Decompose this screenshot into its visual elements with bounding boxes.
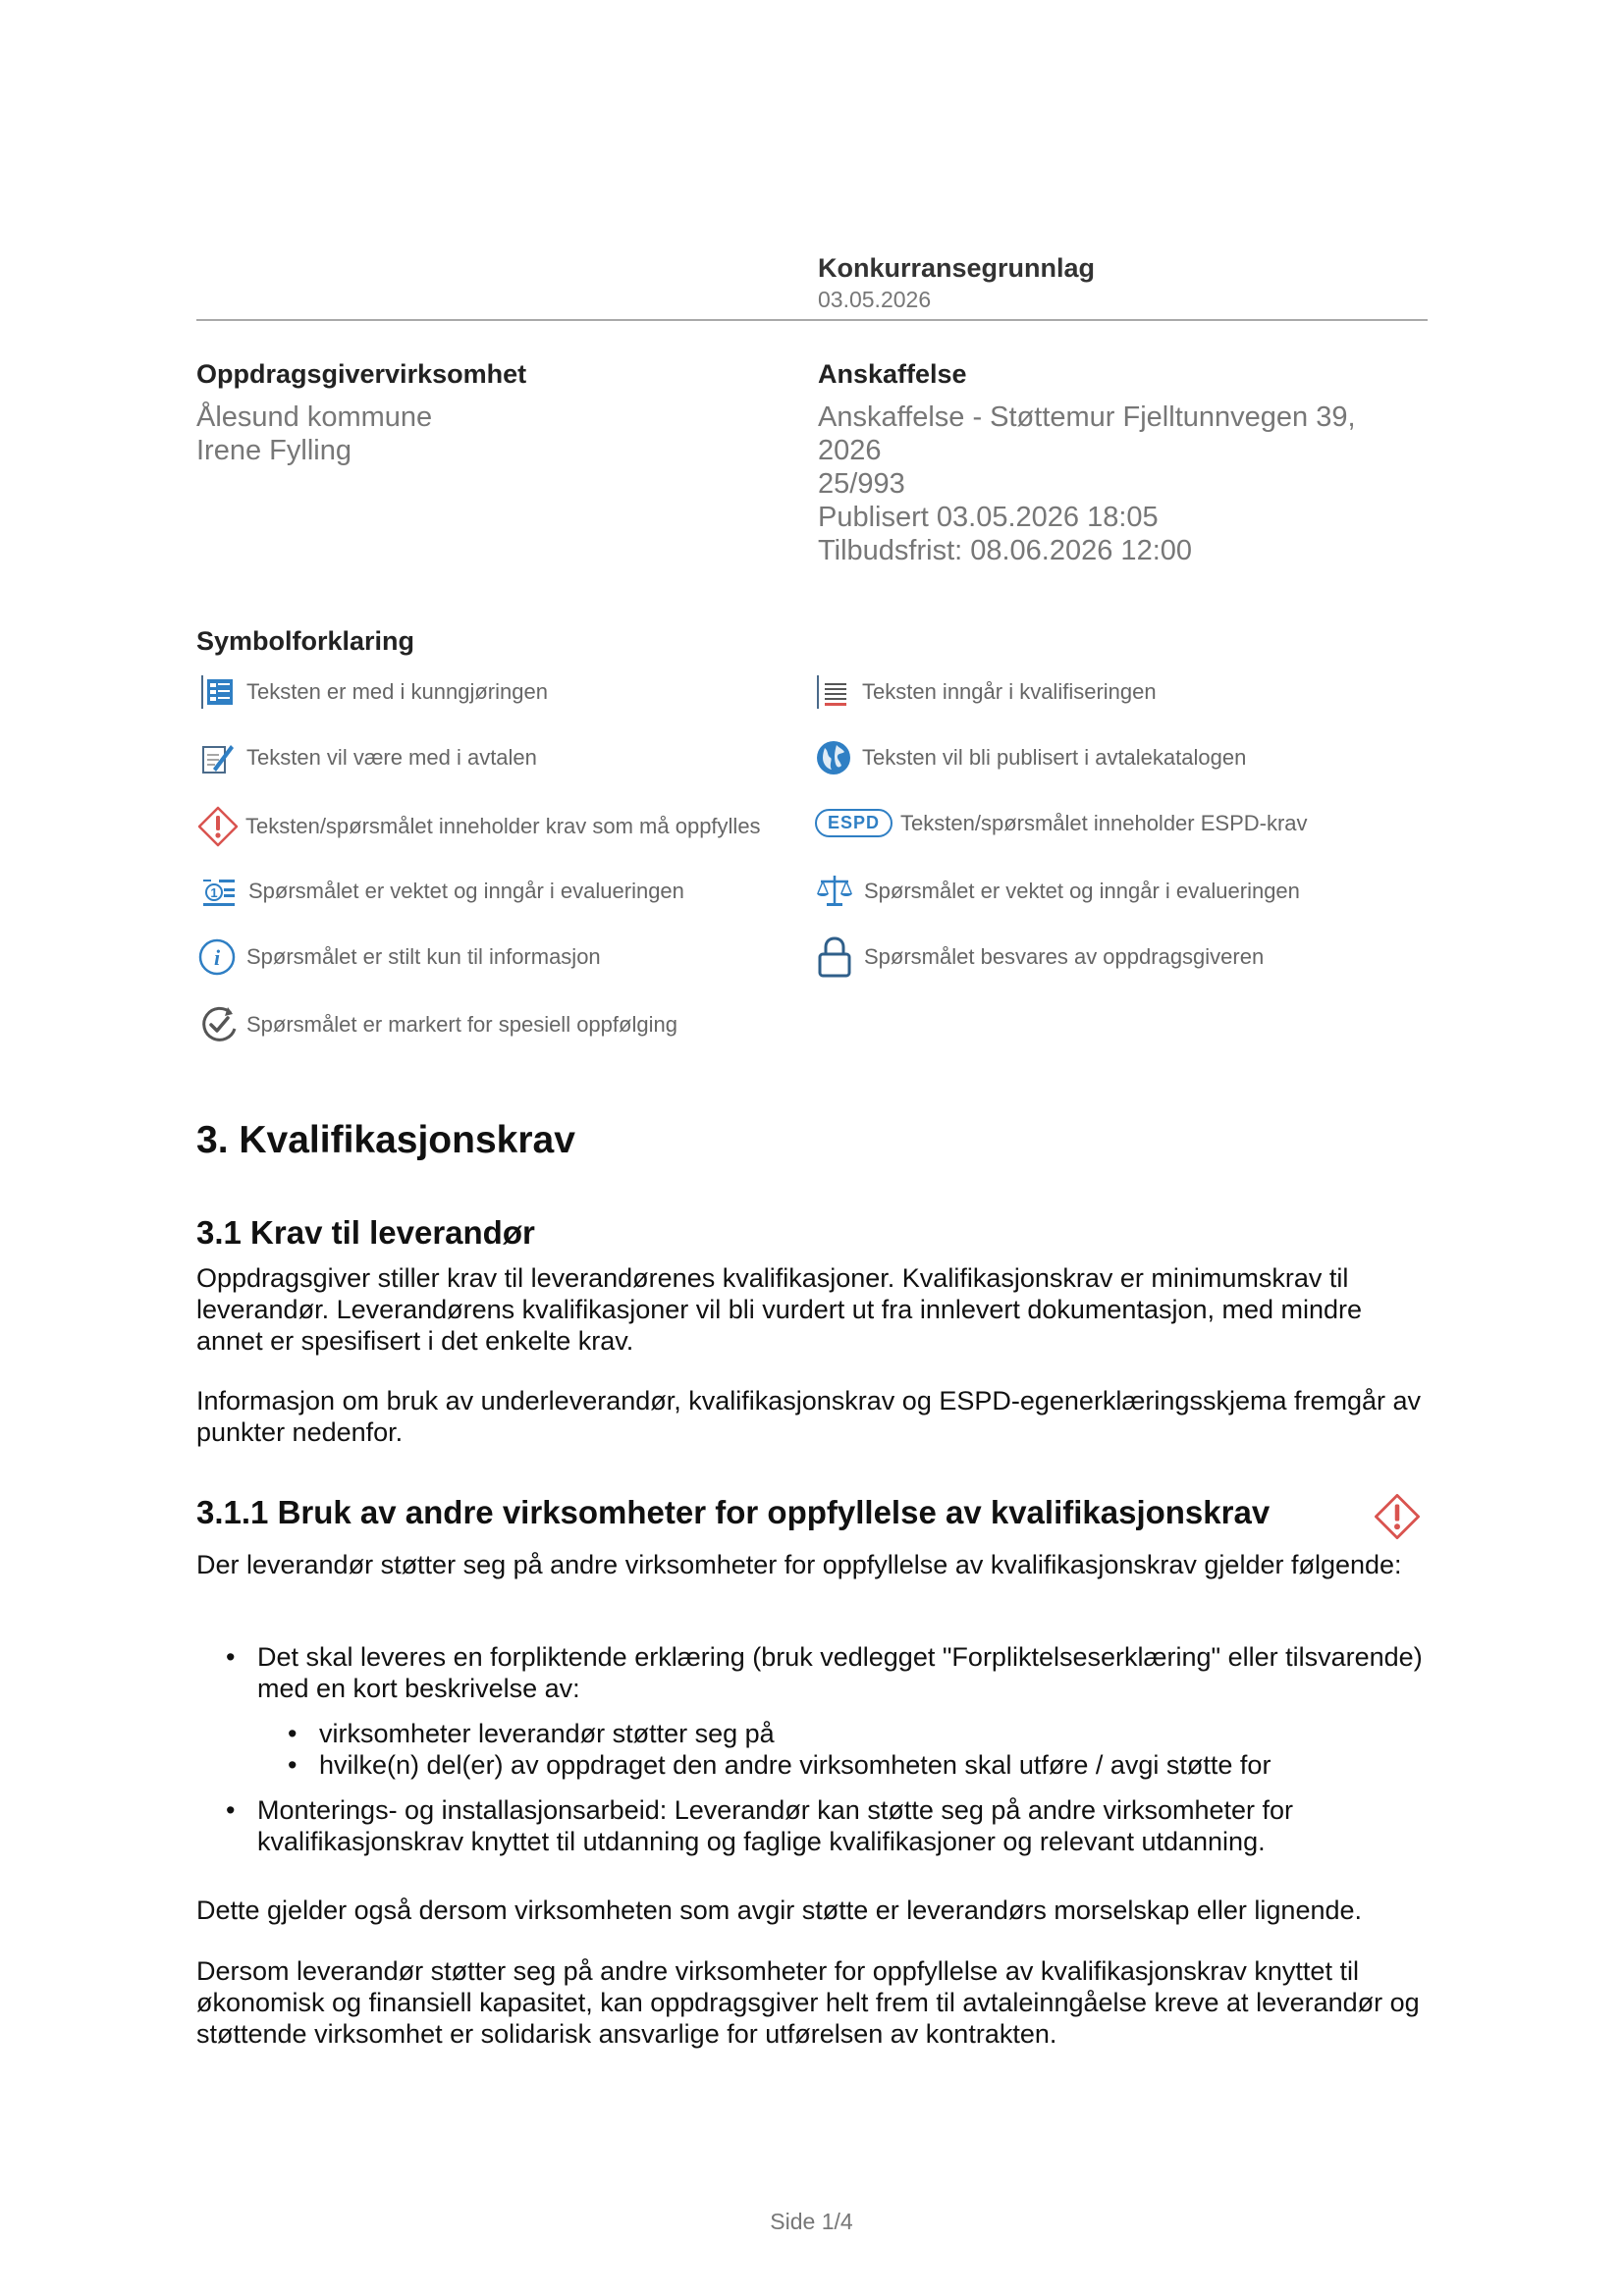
procurement-name: Anskaffelse - Støttemur Fjelltunnvegen 39, (818, 401, 1356, 433)
followup-icon (197, 1003, 241, 1046)
legend-text: Teksten/spørsmålet inneholder ESPD-krav (900, 810, 1308, 835)
legend-item-followup (197, 1003, 677, 1046)
legend-item-qualification (815, 673, 1157, 711)
document-date: 03.05.2026 (818, 287, 932, 312)
lock-icon (815, 935, 854, 979)
legend-text: Teksten/spørsmålet inneholder krav som må oppfylles (245, 814, 761, 838)
espd-icon: ESPD (815, 809, 893, 837)
legend-text: Spørsmålet er stilt kun til informasjon (246, 944, 601, 969)
document-title: Konkurransegrunnlag (818, 253, 1096, 283)
legend-item-weighted (199, 872, 684, 911)
paragraph: Dersom leverandør støtter seg på andre virksomheter for oppfyllelse av kvalifikasjonskrav knyttet til økonomisk og finansiell kapasitet, kan oppdragsgiver helt frem til avtaleinngåelse kreve at leverandør og støttende virksomhet er solidarisk ansvarlige for utførelsen av kontrakten. (196, 1956, 1420, 2049)
buyer-info (196, 400, 432, 467)
legend-item-announcement (199, 673, 548, 711)
legend-item-locked (815, 935, 1264, 979)
paragraph: Oppdragsgiver stiller krav til leverandørenes kvalifikasjoner. Kvalifikasjonskrav er minimumskrav til leverandør. Leverandørens kvalifikasjoner vil bli vurdert ut fra innlevert dokumentasjon, med mindre annet er spesifisert i det enkelte krav. (196, 1263, 1363, 1356)
legend-item-catalog (815, 739, 1246, 776)
procurement-info (818, 400, 1356, 567)
procurement-year: 2026 (818, 435, 882, 466)
weighted-list-icon (199, 872, 239, 911)
section-heading: 3. Kvalifikasjonskrav (196, 1119, 575, 1161)
page-number: Side 1/4 (770, 2209, 853, 2234)
legend-item-info (197, 937, 601, 977)
subsection-heading: 3.1 Krav til leverandør (196, 1214, 535, 1251)
legend-item-contract (199, 739, 537, 776)
legend-text: Spørsmålet besvares av oppdragsgiveren (864, 944, 1265, 969)
procurement-label: Anskaffelse (818, 359, 967, 389)
svg-text:i: i (213, 945, 221, 970)
warning-icon (196, 805, 240, 848)
buyer-label: Oppdragsgivervirksomhet (196, 359, 527, 389)
legend-text: Teksten vil bli publisert i avtalekatalogen (862, 745, 1247, 770)
procurement-published: Publisert 03.05.2026 18:05 (818, 502, 1159, 533)
legend-text: Spørsmålet er vektet og inngår i evalueringen (864, 879, 1300, 903)
buyer-contact: Irene Fylling (196, 435, 352, 466)
legend-text: Teksten inngår i kvalifiseringen (862, 679, 1157, 704)
procurement-reference: 25/993 (818, 468, 905, 500)
legend-title: Symbolforklaring (196, 626, 415, 656)
legend-text: Spørsmålet er vektet og inngår i evalueringen (248, 879, 684, 903)
legend-item-requirement (196, 805, 761, 848)
warning-icon (1373, 1492, 1422, 1541)
legend-text: Teksten vil være med i avtalen (246, 745, 537, 770)
list-item: • Det skal leveres en forpliktende erklæring (bruk vedlegget "Forpliktelseserklæring" eller tilsvarende) med en kort beskrivelse av: (196, 1641, 1434, 1704)
contract-icon (199, 739, 237, 776)
list-item: • virksomheter leverandør støtter seg på (196, 1718, 1434, 1749)
list-item: • Monterings- og installasjonsarbeid: Leverandør kan støtte seg på andre virksomheter for kvalifikasjonskrav knyttet til utdanning og faglige kvalifikasjoner og relevant utdanning. (196, 1794, 1434, 1857)
legend-item-espd (815, 809, 1308, 837)
legend-text: Teksten er med i kunngjøringen (246, 679, 548, 704)
buyer-name: Ålesund kommune (196, 401, 433, 433)
svg-text:1: 1 (210, 885, 218, 900)
list-item: • hvilke(n) del(er) av oppdraget den andre virksomheten skal utføre / avgi støtte for (196, 1749, 1434, 1781)
legend-item-scale (815, 872, 1300, 911)
info-icon (197, 937, 237, 977)
announcement-icon (199, 673, 237, 711)
paragraph: Dette gjelder også dersom virksomheten som avgir støtte er leverandørs morselskap eller lignende. (196, 1896, 1363, 1925)
globe-icon (815, 739, 852, 776)
legend-text: Spørsmålet er markert for spesiell oppfølging (246, 1012, 677, 1037)
bullet-list (196, 1641, 1434, 1857)
subsubsection-heading: 3.1.1 Bruk av andre virksomheter for oppfyllelse av kvalifikasjonskrav (196, 1494, 1271, 1530)
paragraph: Informasjon om bruk av underleverandør, kvalifikasjonskrav og ESPD-egenerklæringsskjema fremgår av punkter nedenfor. (196, 1386, 1422, 1447)
qualification-icon (815, 673, 852, 711)
scale-icon (815, 872, 854, 911)
header-divider (196, 319, 1428, 321)
paragraph: Der leverandør støtter seg på andre virksomheter for oppfyllelse av kvalifikasjonskrav gjelder følgende: (196, 1550, 1402, 1579)
procurement-deadline: Tilbudsfrist: 08.06.2026 12:00 (818, 535, 1193, 566)
